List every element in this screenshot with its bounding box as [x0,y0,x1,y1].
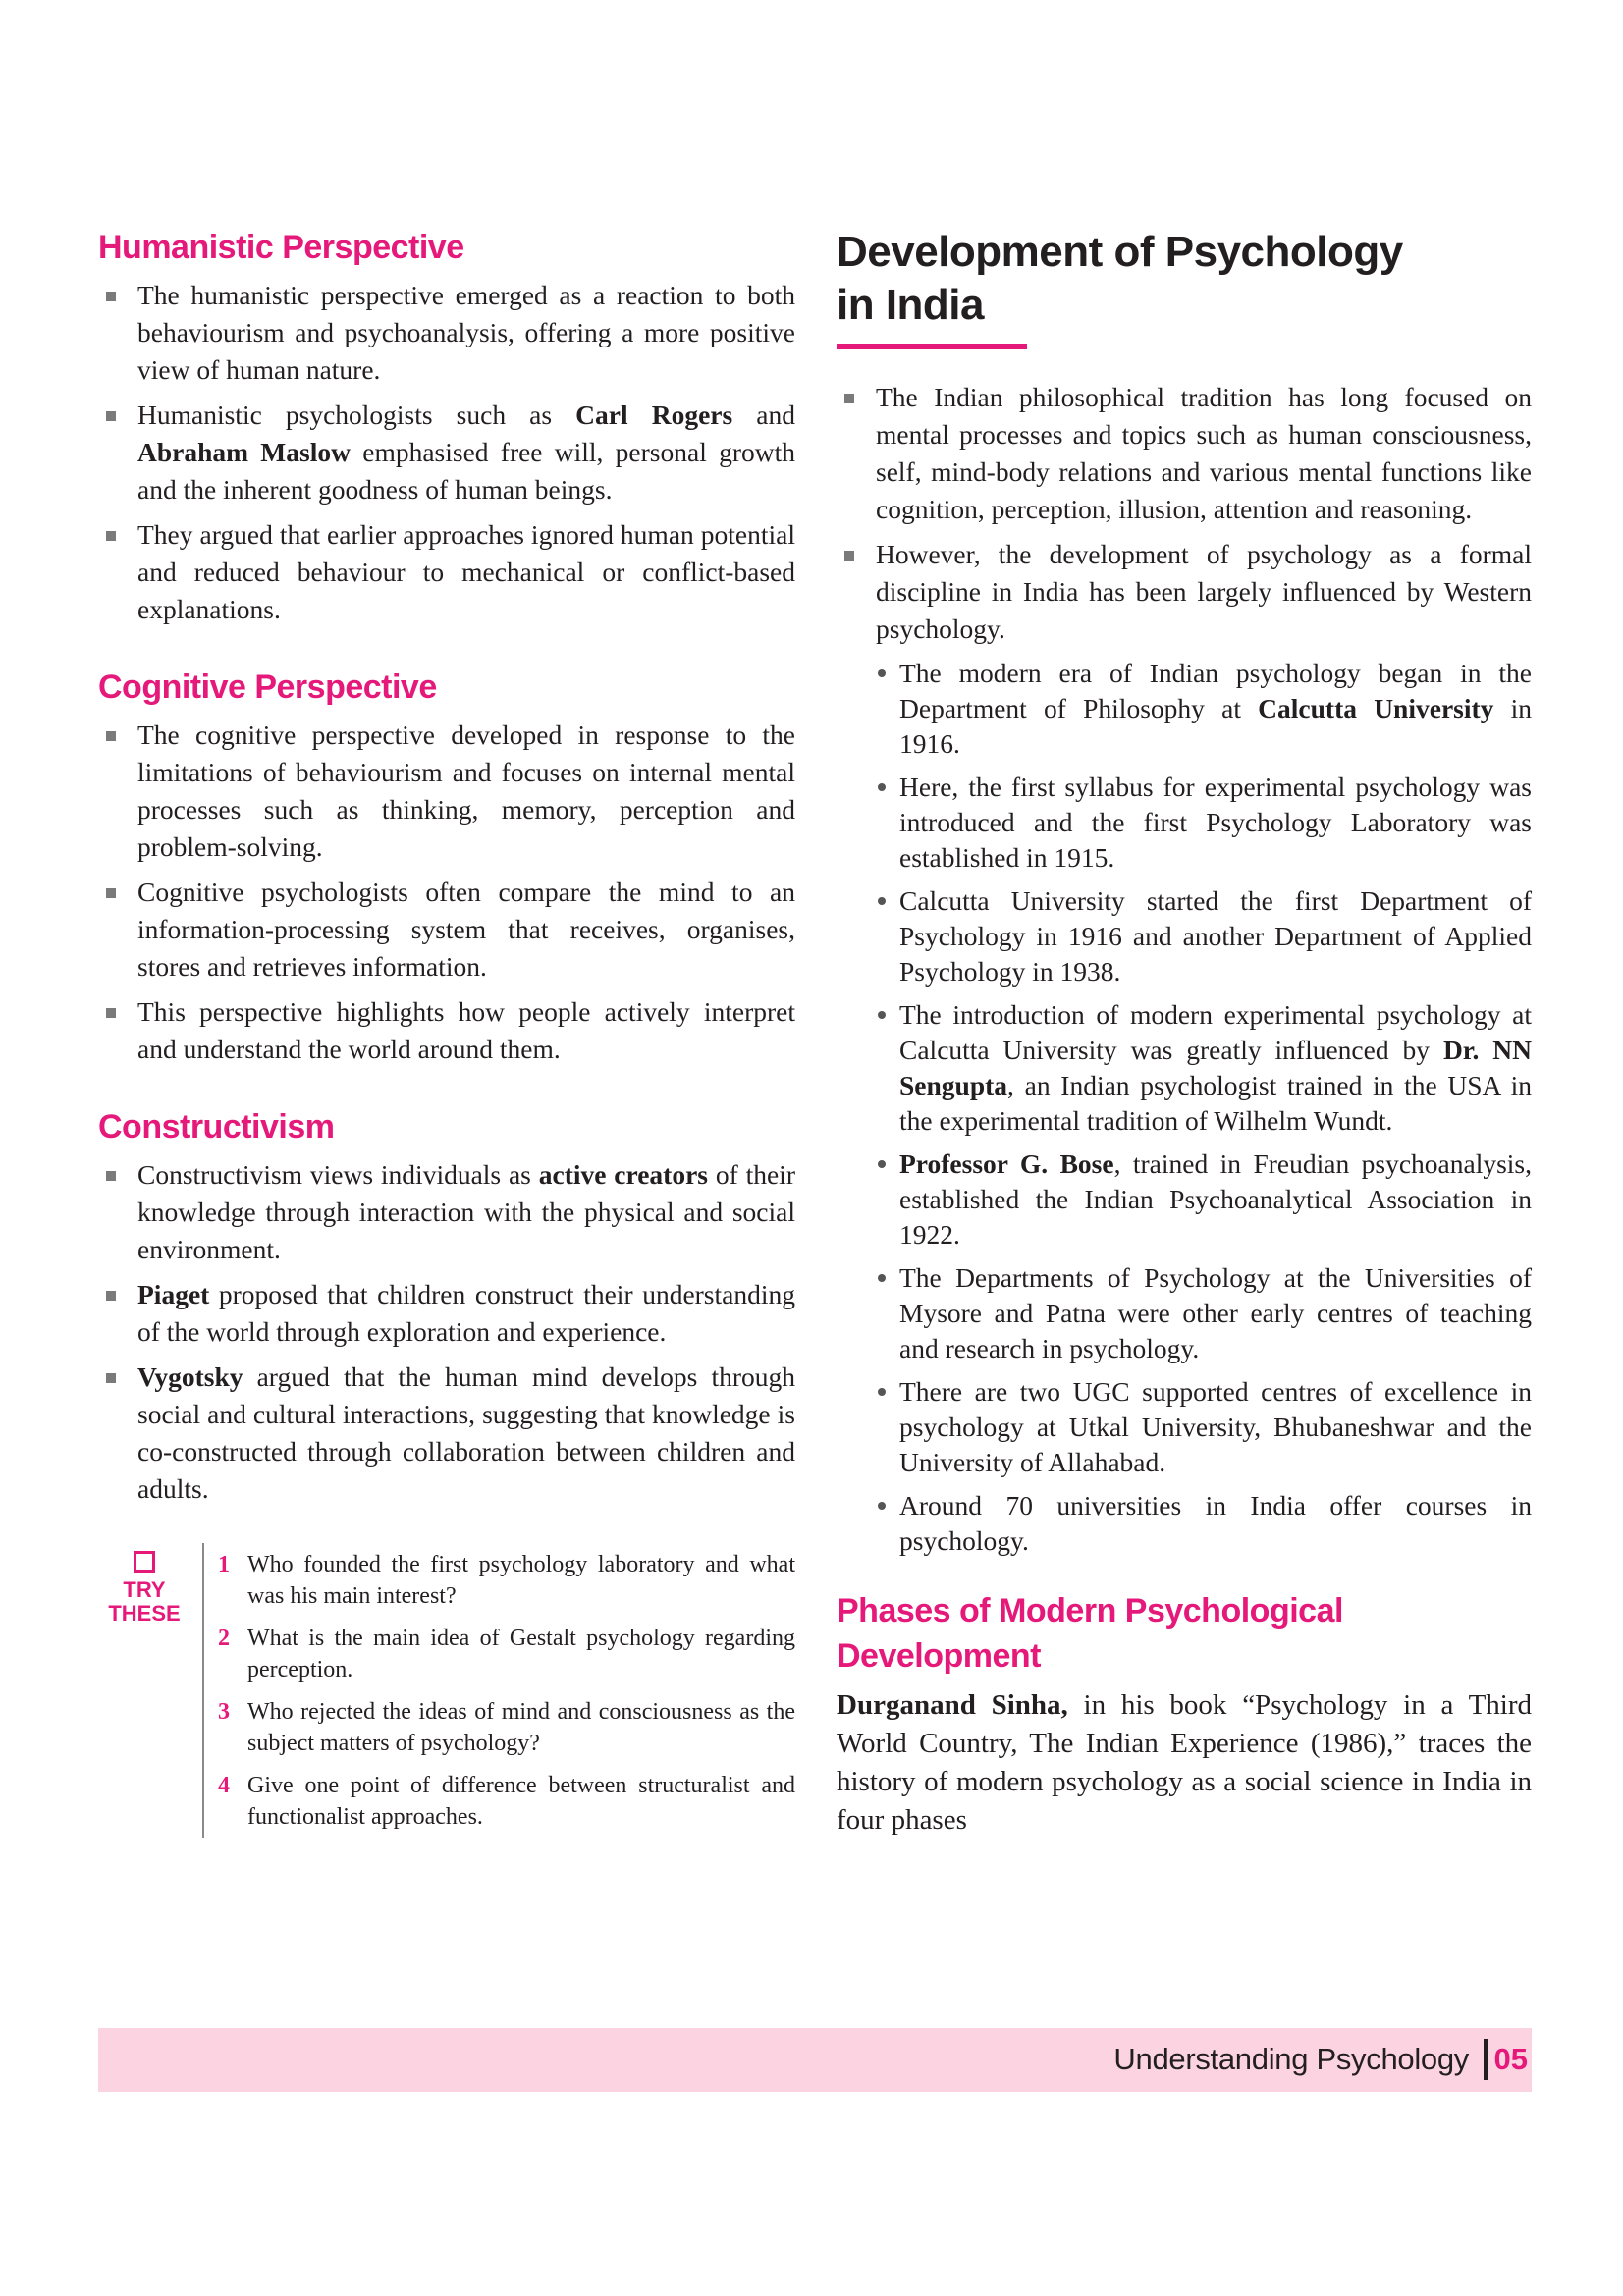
square-bullet-icon [106,411,116,421]
square-bullet-icon [106,888,116,898]
list-item [837,536,1532,648]
footer-separator [1484,2039,1488,2080]
bold-term: Abraham Maslow [137,437,351,467]
sub-list-item-text: There are two UGC supported centres of excellence in psychology at Utkal University, Bhubaneshwar and the University of Allahabad. [899,1376,1532,1477]
left-column [98,226,795,1838]
sub-list [837,656,1532,1559]
bold-term: Durganand Sinha, [837,1689,1068,1721]
question-number: 4 [218,1773,230,1798]
question-number: 2 [218,1626,230,1651]
sub-list-item-text: Calcutta University started the first Department of Psychology in 1916 and another Department of Applied Psychology in 1938. [899,885,1532,987]
bold-term: Professor G. Bose [899,1148,1114,1179]
dot-bullet-icon [878,1274,886,1282]
bold-term: Calcutta University [1258,693,1494,723]
phases-paragraph: Durganand Sinha, in his book “Psychology in a Third World Country, The Indian Experience (1986),” traces the history of modern psychology as a social science in India in four phases [837,1689,1532,1836]
question-text: Who founded the first psychology laboratory and what was his main interest? [247,1552,795,1609]
question-item [218,1770,795,1833]
sub-list-item [837,1260,1532,1366]
question-number: 1 [218,1552,230,1577]
sub-list-item-text: Here, the first syllabus for experimental psychology was introduced and the first Psychology Laboratory was established in 1915. [899,772,1532,873]
list-item [98,516,795,628]
list-item [98,993,795,1068]
square-bullet-icon [106,1008,116,1018]
constructivism-list [98,1156,795,1508]
main-heading [837,226,1532,332]
try-label-line1: TRY [123,1577,166,1602]
sub-list-item [837,1374,1532,1480]
sub-list-item [837,997,1532,1139]
right-column [837,226,1532,1840]
bold-term: Vygotsky [137,1362,243,1392]
list-item-text: The cognitive perspective developed in response to the limitations of behaviourism and focuses on internal mental processes such as thinking, memory, perception and problem-solving. [137,720,795,862]
try-these-questions [218,1549,795,1843]
dot-bullet-icon [878,1011,886,1019]
list-item [98,277,795,389]
list-item [837,379,1532,528]
list-item-text: Cognitive psychologists often compare the mind to an information-processing system that receives, organises, stores and retrieves information. [137,877,795,982]
sub-list-item [837,770,1532,876]
india-list [837,379,1532,1559]
square-bullet-icon [106,292,116,301]
cognitive-list [98,717,795,1068]
checkbox-icon [134,1551,155,1573]
phases-heading-line1: Phases of Modern Psychological [837,1592,1343,1629]
sub-list-item-text: The Departments of Psychology at the Universities of Mysore and Patna were other early centres of teaching and research in psychology. [899,1262,1532,1363]
humanistic-heading: Humanistic Perspective [98,229,464,266]
question-item [218,1696,795,1759]
heading-underline [837,344,1027,349]
cognitive-heading: Cognitive Perspective [98,668,437,706]
phases-heading-line2: Development [837,1637,1041,1675]
try-these-box [98,1543,795,1838]
sub-list-item [837,1147,1532,1253]
dot-bullet-icon [878,897,886,905]
question-item [218,1623,795,1685]
try-these-label [98,1551,190,1626]
list-item-text: They argued that earlier approaches ignored human potential and reduced behaviour to mechanical or conflict-based explanations. [137,519,795,624]
question-number: 3 [218,1699,230,1725]
bold-term: Dr. NN Sengupta [899,1035,1532,1100]
sub-list-item [837,656,1532,762]
dot-bullet-icon [878,783,886,791]
dot-bullet-icon [878,1502,886,1510]
list-item-text: Vygotsky argued that the human mind develops through social and cultural interactions, suggesting that knowledge is co-constructed through collaboration between children and adults. [137,1362,795,1504]
sub-list-item-text: The modern era of Indian psychology began in the Department of Philosophy at Calcutta University in 1916. [899,658,1533,759]
main-heading-line2: in India [837,281,984,329]
square-bullet-icon [106,731,116,741]
square-bullet-icon [106,1291,116,1301]
list-item [98,874,795,986]
list-item-text: The humanistic perspective emerged as a reaction to both behaviourism and psychoanalysis, offering a more positive view of human nature. [137,280,795,385]
footer-band [98,2028,1532,2092]
list-item-text: Humanistic psychologists such as Carl Rogers and Abraham Maslow emphasised free will, personal growth and the inherent goodness of human beings. [137,400,795,505]
sub-list-item [837,883,1532,989]
page-number: 05 [1493,2042,1528,2076]
bold-term: Carl Rogers [575,400,733,430]
list-item [98,397,795,508]
main-heading-line1: Development of Psychology [837,228,1403,276]
list-item [98,1276,795,1351]
bold-term: active creators [538,1159,708,1190]
list-item-text: Piaget proposed that children construct their understanding of the world through exploration and experience. [137,1279,795,1347]
square-bullet-icon [106,531,116,541]
question-text: Who rejected the ideas of mind and consciousness as the subject matters of psychology? [247,1699,795,1756]
list-item-text: This perspective highlights how people actively interpret and understand the world around them. [137,996,795,1064]
try-these-divider [202,1543,204,1838]
list-item [98,1359,795,1508]
question-item [218,1549,795,1612]
try-label-line2: THESE [108,1601,181,1626]
constructivism-heading: Constructivism [98,1108,335,1146]
sub-list-item-text: Professor G. Bose, trained in Freudian psychoanalysis, established the Indian Psychoanalytical Association in 1922. [899,1148,1533,1250]
square-bullet-icon [844,394,854,403]
question-text: What is the main idea of Gestalt psychology regarding perception. [247,1626,795,1682]
list-item-text: The Indian philosophical tradition has long focused on mental processes and topics such as human consciousness, self, mind-body relations and various mental functions like cognition, perception, illusion, attention and reasoning. [876,382,1532,524]
phases-heading [837,1588,1532,1679]
dot-bullet-icon [878,1388,886,1396]
list-item [98,717,795,866]
humanistic-list [98,277,795,628]
dot-bullet-icon [878,669,886,677]
sub-list-item [837,1488,1532,1559]
sub-list-item-text: The introduction of modern experimental psychology at Calcutta University was greatly influenced by Dr. NN Sengupta, an Indian psychologist trained in the USA in the experimental tradition of Wilhelm Wundt. [899,999,1532,1136]
list-item [98,1156,795,1268]
square-bullet-icon [106,1373,116,1383]
bold-term: Piaget [137,1279,210,1309]
question-text: Give one point of difference between structuralist and functionalist approaches. [247,1773,795,1830]
sub-list-item-text: Around 70 universities in India offer courses in psychology. [899,1490,1532,1556]
list-item-text: However, the development of psychology as a formal discipline in India has been largely influenced by Western psychology. [876,539,1532,644]
footer-title: Understanding Psychology [1113,2042,1469,2076]
square-bullet-icon [106,1171,116,1181]
square-bullet-icon [844,551,854,561]
dot-bullet-icon [878,1160,886,1168]
list-item-text: Constructivism views individuals as active creators of their knowledge through interaction with the physical and social environment. [137,1159,795,1264]
